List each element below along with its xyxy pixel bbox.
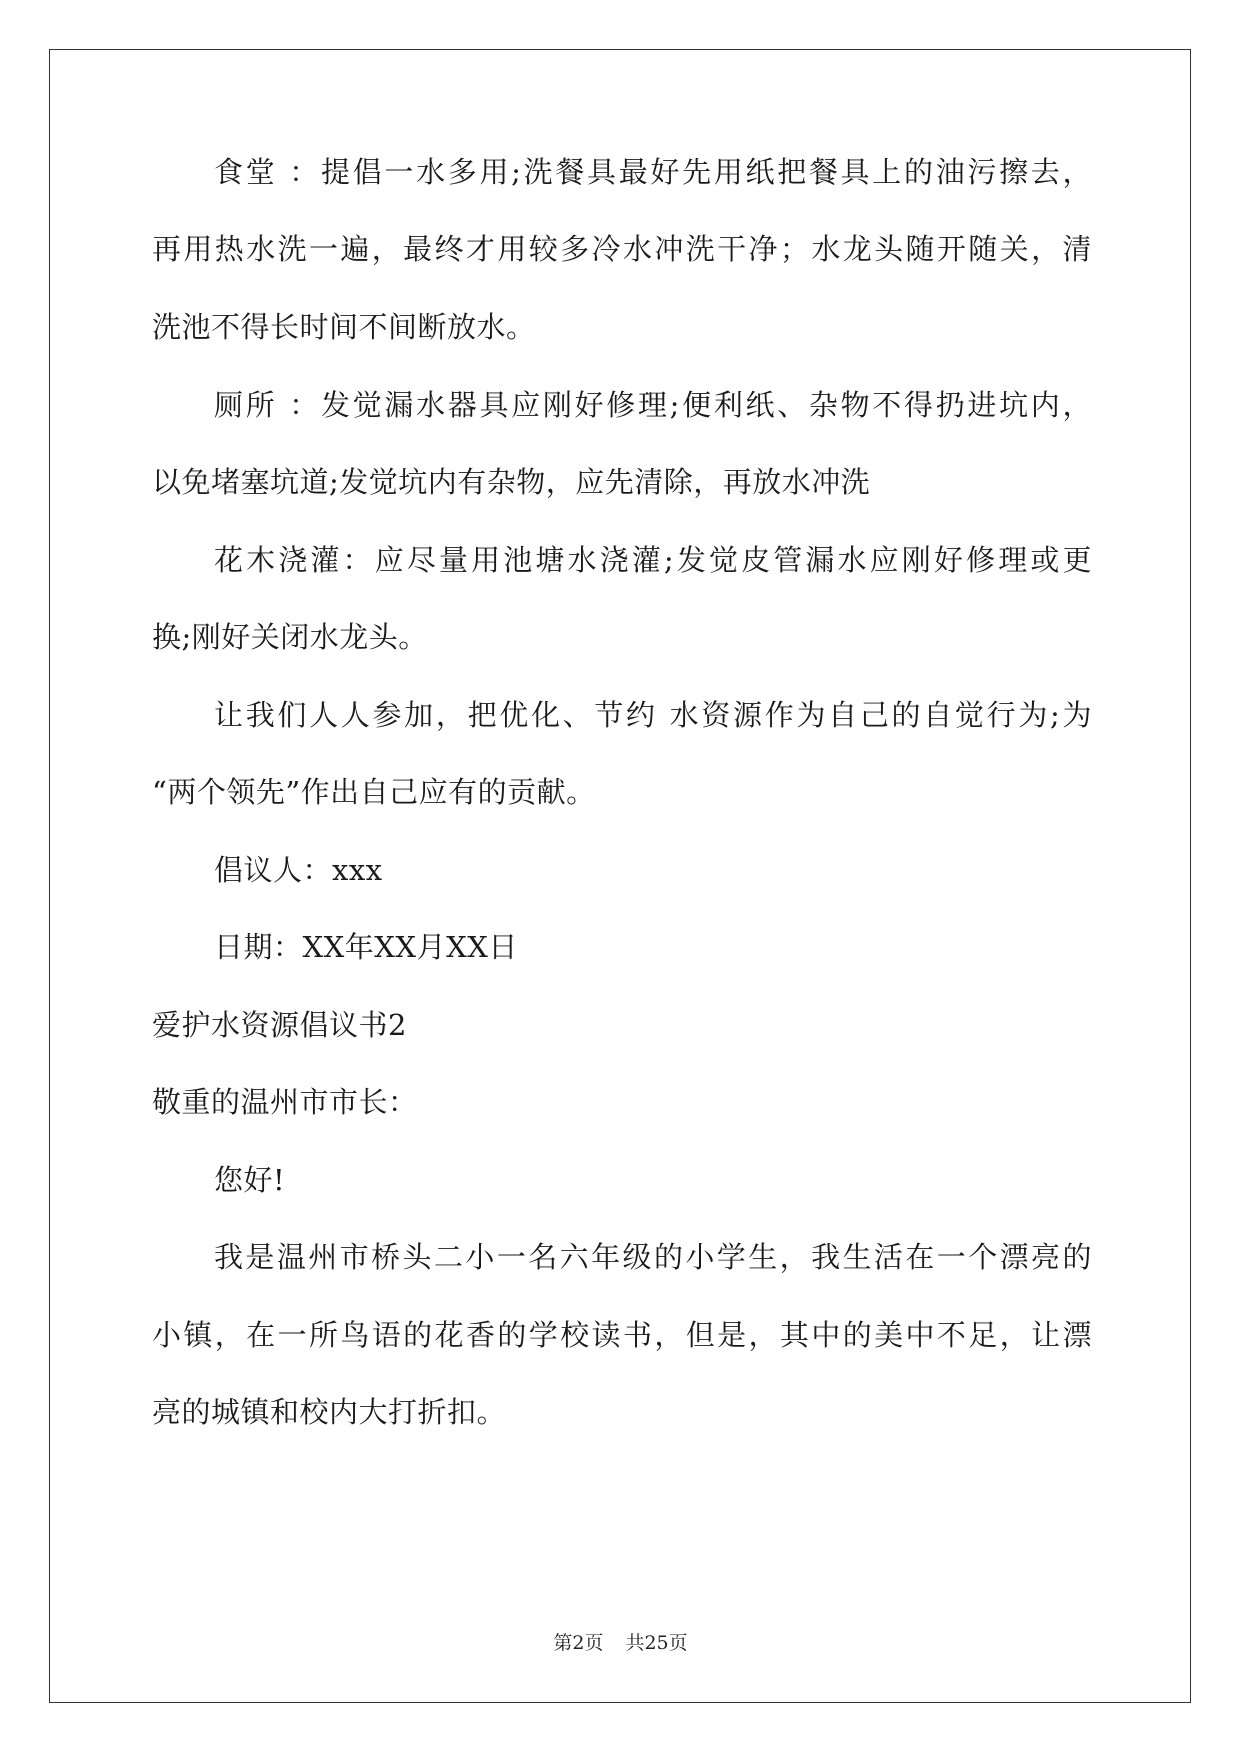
paragraph-line: 我是温州市桥头二小一名六年级的小学生，我生活在一个漂亮的 xyxy=(214,1240,1092,1274)
section-title: 爱护水资源倡议书2 xyxy=(152,1008,407,1042)
paragraph-line: “两个领先”作出自己应有的贡献。 xyxy=(152,775,596,809)
paragraph-line: 厕所 ：发觉漏水器具应刚好修理;便利纸、杂物不得扔进坑内， xyxy=(214,388,1092,422)
date-line: 日期：XX年XX月XX日 xyxy=(214,930,518,964)
page-total: 共25页 xyxy=(625,1632,688,1654)
page-footer xyxy=(0,1630,1241,1656)
paragraph-line: 以免堵塞坑道;发觉坑内有杂物，应先清除，再放水冲洗 xyxy=(152,465,871,499)
paragraph-line: 再用热水洗一遍，最终才用较多冷水冲洗干净；水龙头随开随关，清 xyxy=(152,232,1092,266)
page-number: 第2页 xyxy=(553,1632,604,1654)
salutation: 敬重的温州市市长： xyxy=(152,1085,418,1119)
paragraph-line: 小镇，在一所鸟语的花香的学校读书，但是，其中的美中不足，让漂 xyxy=(152,1318,1092,1352)
paragraph-line: 换;刚好关闭水龙头。 xyxy=(152,620,428,654)
paragraph-line: 花木浇灌：应尽量用池塘水浇灌;发觉皮管漏水应刚好修理或更 xyxy=(214,543,1092,577)
greeting: 您好! xyxy=(214,1163,286,1197)
paragraph-line: 食堂 ：提倡一水多用;洗餐具最好先用纸把餐具上的油污擦去， xyxy=(214,155,1092,189)
paragraph-line: 亮的城镇和校内大打折扣。 xyxy=(152,1395,507,1429)
paragraph-line: 让我们人人参加，把优化、节约 水资源作为自己的自觉行为;为 xyxy=(214,698,1092,732)
paragraph-line: 洗池不得长时间不间断放水。 xyxy=(152,310,536,344)
signatory-line: 倡议人：xxx xyxy=(214,853,383,887)
